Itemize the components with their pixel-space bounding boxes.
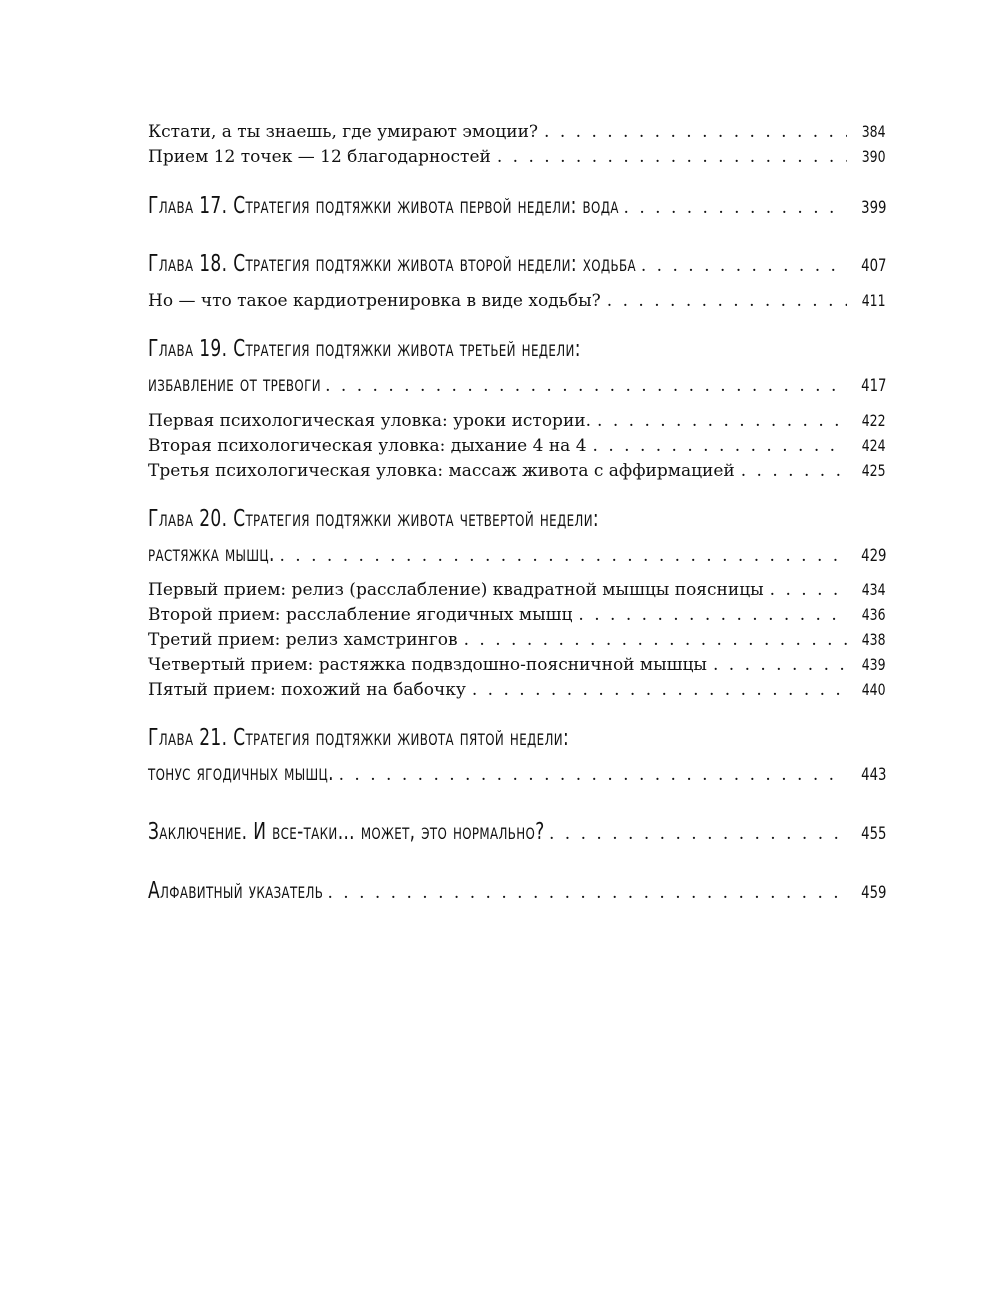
leader-dots <box>327 883 845 903</box>
leader-dots <box>497 147 848 167</box>
toc-entry-title: Второй прием: расслабление ягодичных мышц <box>148 605 578 625</box>
toc-entry-title: Прием 12 точек — 12 благодарностей <box>148 147 497 167</box>
toc-entry[interactable] <box>148 436 886 456</box>
toc-entry[interactable] <box>148 291 886 311</box>
toc-entry-page: 438 <box>862 630 886 649</box>
leader-dots <box>593 436 848 456</box>
toc-entry-page: 436 <box>862 605 886 624</box>
leader-dots <box>624 198 846 218</box>
toc-conclusion[interactable] <box>148 819 886 845</box>
toc-chapter-page: 429 <box>860 546 886 566</box>
leader-dots <box>279 546 845 566</box>
toc-entry-title: Третий прием: релиз хамстрингов <box>148 630 464 650</box>
toc-chapter-20-title-line1[interactable]: Глава 20. Стратегия подтяжки живота четвертой недели: <box>148 506 600 532</box>
leader-dots <box>549 824 846 844</box>
toc-entry[interactable] <box>148 580 886 600</box>
toc-entry-title: Первый прием: релиз (расслабление) квадратной мышцы поясницы <box>148 580 770 600</box>
toc-chapter-17[interactable] <box>148 193 886 219</box>
toc-chapter-19[interactable] <box>148 371 886 397</box>
leader-dots <box>325 376 845 396</box>
toc-entry[interactable] <box>148 147 886 167</box>
toc-entry[interactable] <box>148 680 886 700</box>
toc-index[interactable] <box>148 878 886 904</box>
toc-entry-page: 390 <box>862 147 886 166</box>
toc-entry[interactable] <box>148 461 886 481</box>
leader-dots <box>464 630 848 650</box>
toc-chapter-21-title-line1[interactable]: Глава 21. Стратегия подтяжки живота пятой недели: <box>148 725 570 751</box>
toc-entry-page: 425 <box>862 461 886 480</box>
toc-chapter-page: 399 <box>860 198 886 218</box>
toc-entry-page: 422 <box>862 411 886 430</box>
toc-chapter-page: 455 <box>860 824 886 844</box>
leader-dots <box>770 580 848 600</box>
toc-entry[interactable] <box>148 655 886 675</box>
toc-entry-title: Четвертый прием: растяжка подвздошно-поясничной мышцы <box>148 655 713 675</box>
toc-chapter-20[interactable] <box>148 541 886 567</box>
toc-entry-page: 424 <box>862 436 886 455</box>
toc-chapter-page: 407 <box>860 256 886 276</box>
leader-dots <box>544 122 847 142</box>
toc-entry[interactable] <box>148 122 886 142</box>
toc-chapter-title: растяжка мышц. <box>148 541 279 567</box>
leader-dots <box>713 655 848 675</box>
toc-entry-page: 384 <box>862 122 886 141</box>
toc-chapter-18[interactable] <box>148 251 886 277</box>
toc-entry-title: Кстати, а ты знаешь, где умирают эмоции? <box>148 122 544 142</box>
toc-entry-title: Вторая психологическая уловка: дыхание 4 на 4 <box>148 436 593 456</box>
toc-entry-title: Первая психологическая уловка: уроки истории. <box>148 411 597 431</box>
leader-dots <box>607 291 848 311</box>
toc-chapter-21[interactable] <box>148 760 886 786</box>
toc-chapter-title: Заключение. И все-таки… может, это нормально? <box>148 819 549 845</box>
toc-chapter-title: Глава 18. Стратегия подтяжки живота второй недели: ходьба <box>148 251 640 277</box>
toc-chapter-page: 459 <box>860 883 886 903</box>
leader-dots <box>741 461 848 481</box>
toc-entry-title: Пятый прием: похожий на бабочку <box>148 680 472 700</box>
toc-entry-page: 439 <box>862 655 886 674</box>
toc-entry[interactable] <box>148 630 886 650</box>
toc-chapter-title: Алфавитный указатель <box>148 878 328 904</box>
toc-chapter-title: Глава 17. Стратегия подтяжки живота первой недели: вода <box>148 193 623 219</box>
toc-entry[interactable] <box>148 605 886 625</box>
leader-dots <box>472 680 848 700</box>
toc-entry-page: 440 <box>862 680 886 699</box>
leader-dots <box>597 411 847 431</box>
toc-entry[interactable] <box>148 411 886 431</box>
toc-entry-page: 411 <box>862 291 886 310</box>
leader-dots <box>578 605 847 625</box>
table-of-contents <box>148 0 886 1299</box>
toc-entry-title: Третья психологическая уловка: массаж живота с аффирмацией <box>148 461 741 481</box>
leader-dots <box>339 765 846 785</box>
toc-entry-page: 434 <box>862 580 886 599</box>
toc-chapter-page: 443 <box>860 765 886 785</box>
toc-entry-title: Но — что такое кардиотренировка в виде ходьбы? <box>148 291 607 311</box>
toc-chapter-page: 417 <box>860 376 886 396</box>
leader-dots <box>641 256 846 276</box>
toc-chapter-19-title-line1[interactable]: Глава 19. Стратегия подтяжки живота третьей недели: <box>148 336 581 362</box>
toc-chapter-title: избавление от тревоги <box>148 371 325 397</box>
toc-chapter-title: тонус ягодичных мышц. <box>148 760 338 786</box>
